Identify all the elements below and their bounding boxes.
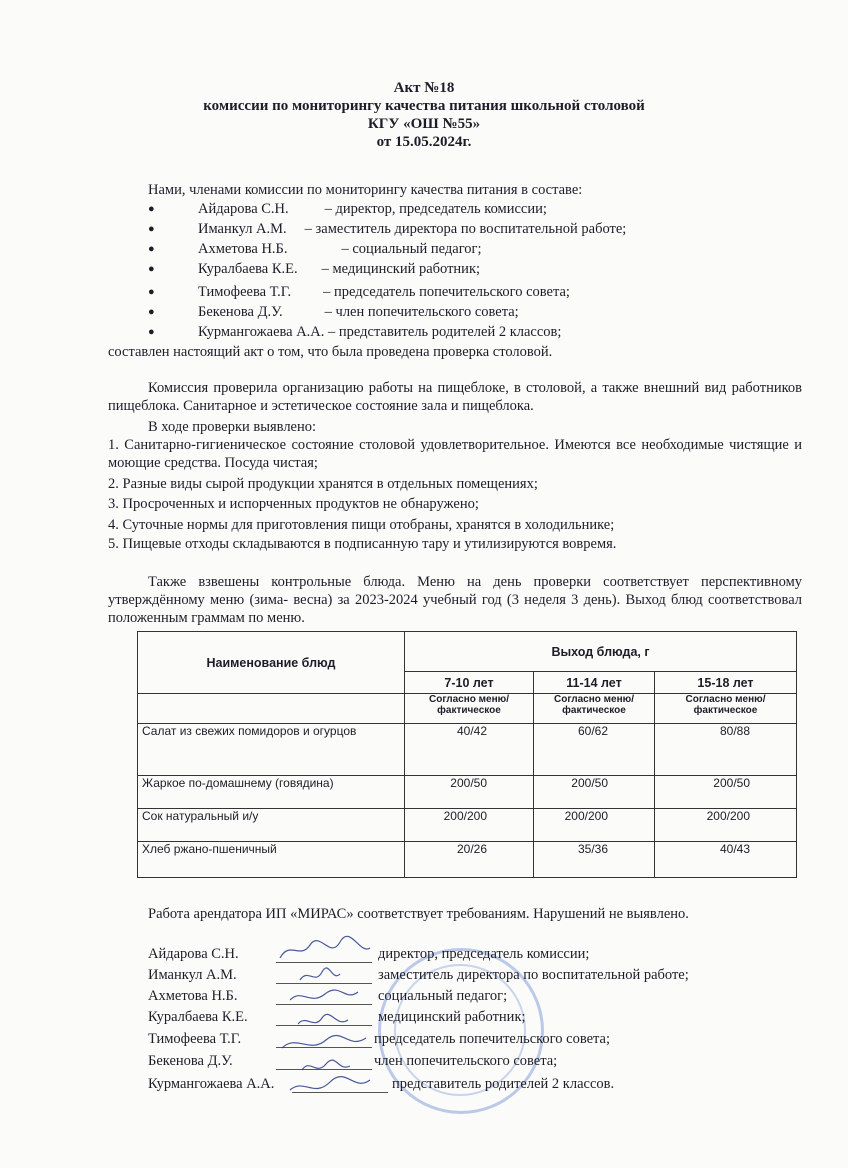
signer-role: член попечительского совета; [374,1053,558,1069]
signature-mark [282,1035,366,1048]
member-item [198,323,561,341]
age-header: 11-14 лет [534,672,655,694]
member-item [198,220,626,238]
bullet-icon: ● [148,223,155,235]
signer-name: Курмангожаева А.А. [148,1076,275,1092]
act-title: Акт №18 [393,80,455,96]
signer-name: Куралбаева К.Е. [148,1009,248,1025]
signature-mark [290,1077,370,1090]
finding-item: 2. Разные виды сырой продукции хранятся в отдельных помещениях; [108,476,538,492]
member-name: Куралбаева К.Е. [198,261,298,277]
member-name: Ахметова Н.Б. [198,241,288,257]
member-role: – заместитель директора по воспитательной работе; [304,221,627,237]
bullet-icon: ● [148,263,155,275]
member-name: Курмангожаева А.А. [198,324,325,340]
signer-role: представитель родителей 2 классов. [392,1076,615,1092]
intro-text: Нами, членами комиссии по мониторингу качества питания в составе: [148,182,583,198]
finding-item: 5. Пищевые отходы складываются в подписанную тару и утилизируются вовремя. [108,536,617,552]
member-item [198,200,547,218]
dishes-table [137,631,797,878]
output-value: 200/50 [534,776,655,809]
subheader-cell: Согласно меню/ фактическое [655,694,797,724]
commission-title: комиссии по мониторингу качества питания школьной столовой [203,98,645,114]
handwritten-signatures [270,930,380,1105]
finding-item: 1. Санитарно-гигиеническое состояние столовой удовлетворительное. Имеются все необходимые чистящие и моющие средства. Посуда чистая; [108,437,802,471]
member-role: – представитель родителей 2 классов; [328,324,562,340]
member-name: Иманкул А.М. [198,221,287,237]
finding-item: 4. Суточные нормы для приготовления пищи отобраны, хранятся в холодильнике; [108,517,615,533]
member-item [198,240,482,258]
inspection-paragraph: Комиссия проверила организацию работы на пищеблоке, в столовой, а также внешний вид работников пищеблока. Санитарное и эстетическое состояние зала и пищеблока. [108,380,802,414]
signature-mark [298,1014,348,1024]
output-value: 20/26 [405,842,534,878]
member-name: Айдарова С.Н. [198,201,289,217]
output-value: 200/200 [534,809,655,842]
dish-name: Салат из свежих помидоров и огурцов [138,724,405,776]
signer-name: Ахметова Н.Б. [148,988,238,1004]
member-item [198,260,480,278]
subheader-cell: Согласно меню/ фактическое [534,694,655,724]
member-role: – социальный педагог; [341,241,482,257]
signer-name: Айдарова С.Н. [148,946,239,962]
dish-name: Сок натуральный и/у [138,809,405,842]
output-value: 60/62 [534,724,655,776]
signer-role: медицинский работник; [378,1009,526,1025]
output-value: 200/200 [405,809,534,842]
output-column-header: Выход блюда, г [405,632,797,672]
signer-name: Иманкул А.М. [148,967,237,983]
table-row [138,724,797,776]
empty-cell [138,694,405,724]
signature-mark [280,936,370,958]
member-name: Тимофеева Т.Г. [198,284,292,300]
member-role: – председатель попечительского совета; [323,284,570,300]
age-header: 7-10 лет [405,672,534,694]
member-role: – директор, председатель комиссии; [324,201,547,217]
dish-column-header: Наименование блюд [138,632,405,694]
signer-role: директор, председатель комиссии; [378,946,590,962]
output-value: 40/43 [655,842,797,878]
member-item [198,303,519,321]
signature-mark [290,990,358,1000]
member-name: Бекенова Д.У. [198,304,283,320]
member-role: – член попечительского совета; [324,304,519,320]
signer-name: Бекенова Д.У. [148,1053,233,1069]
signer-role: социальный педагог; [378,988,508,1004]
act-date: от 15.05.2024г. [376,134,472,150]
findings-title: В ходе проверки выявлено: [148,419,317,435]
output-value: 200/50 [405,776,534,809]
output-value: 40/42 [405,724,534,776]
bullet-icon: ● [148,203,155,215]
dish-name: Жаркое по-домашнему (говядина) [138,776,405,809]
conclusion-text: Работа арендатора ИП «МИРАС» соответствует требованиям. Нарушений не выявлено. [148,906,689,922]
subheader-cell: Согласно меню/ фактическое [405,694,534,724]
organization-name: КГУ «ОШ №55» [367,116,481,132]
bullet-icon: ● [148,286,155,298]
member-role: – медицинский работник; [321,261,481,277]
bullet-icon: ● [148,243,155,255]
age-header: 15-18 лет [655,672,797,694]
output-value: 200/200 [655,809,797,842]
table-row [138,809,797,842]
bullet-icon: ● [148,326,155,338]
dish-name: Хлеб ржано-пшеничный [138,842,405,878]
finding-item: 3. Просроченных и испорченных продуктов не обнаружено; [108,496,479,512]
signer-role: заместитель директора по воспитательной работе; [378,967,689,983]
table-row [138,776,797,809]
signer-role: председатель попечительского совета; [374,1031,611,1047]
signature-mark [302,1060,350,1070]
table-row [138,842,797,878]
bullet-icon: ● [148,306,155,318]
member-item [198,283,570,301]
output-value: 80/88 [655,724,797,776]
after-members-text: составлен настоящий акт о том, что была проведена проверка столовой. [108,344,553,360]
control-dishes-paragraph: Также взвешены контрольные блюда. Меню на день проверки соответствует перспективному утверждённому меню (зима- весна) за 2023-2024 учебный год (3 неделя 3 день). Выход блюд соответствовал положенным граммам по меню. [108,574,802,626]
signer-name: Тимофеева Т.Г. [148,1031,242,1047]
output-value: 35/36 [534,842,655,878]
output-value: 200/50 [655,776,797,809]
signature-mark [300,968,340,980]
